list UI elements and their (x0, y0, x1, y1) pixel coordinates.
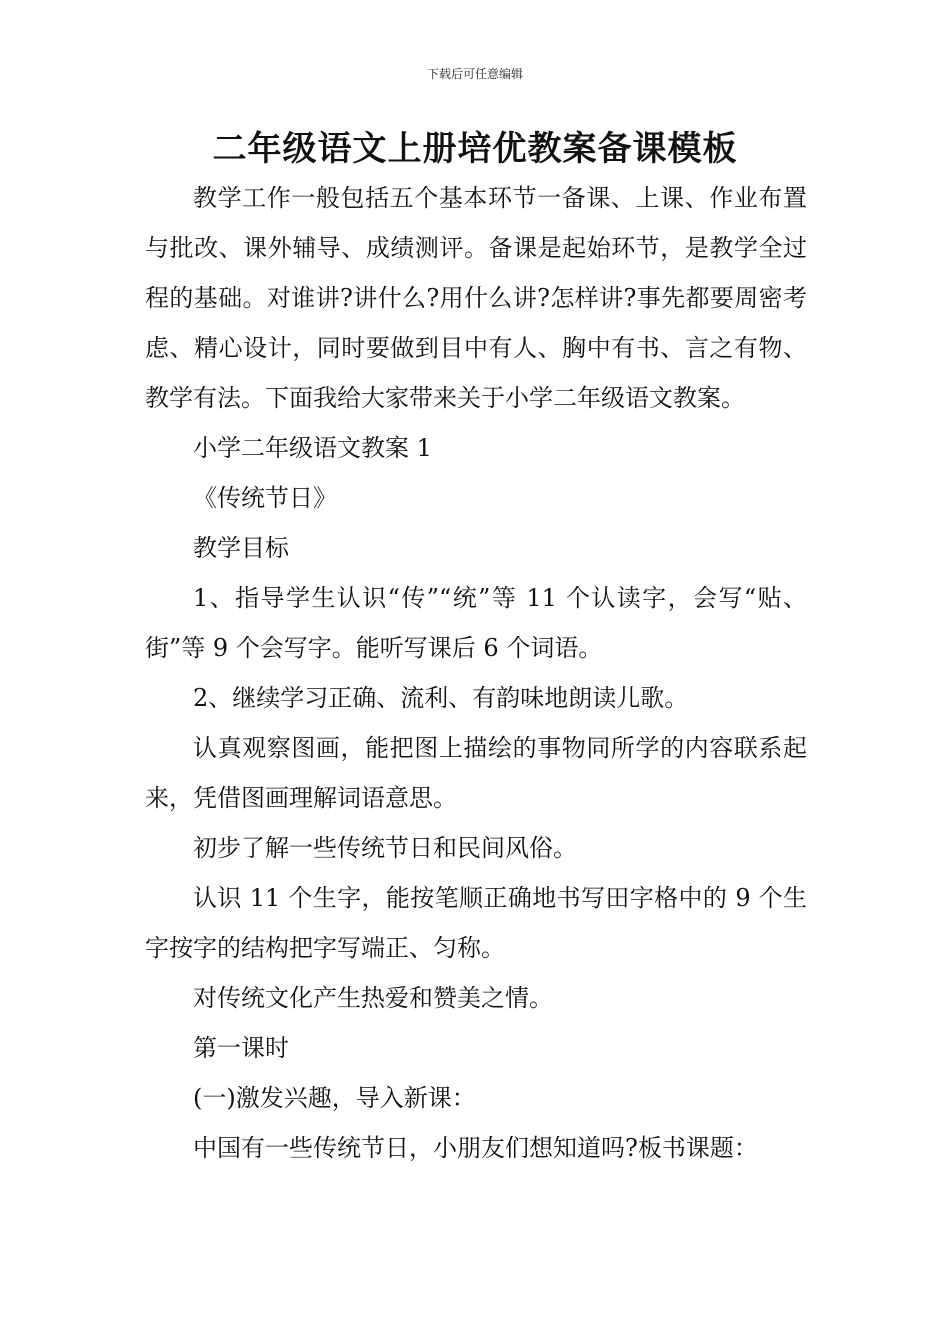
objective-item-1: 1、指导学生认识“传”“统”等 11 个认读字，会写“贴、街”等 9 个会写字。能听写课后 6 个词语。 (145, 584, 807, 662)
document-body (145, 173, 807, 1173)
section-heading-objectives: 教学目标 (193, 534, 289, 562)
lesson-heading: 小学二年级语文教案 1 (193, 434, 432, 462)
objective-paragraph: 初步了解一些传统节日和民间风俗。 (193, 834, 577, 862)
objective-paragraph: 对传统文化产生热爱和赞美之情。 (193, 984, 553, 1012)
intro-paragraph: 教学工作一般包括五个基本环节一备课、上课、作业布置与批改、课外辅导、成绩测评。备课是起始环节，是教学全过程的基础。对谁讲?讲什么?用什么讲?怎样讲?事先都要周密考虑、精心设计，同时要做到目中有人、胸中有书、言之有物、教学有法。下面我给大家带来关于小学二年级语文教案。 (145, 184, 807, 412)
lesson-title: 《传统节日》 (193, 484, 337, 512)
body-paragraph: 中国有一些传统节日，小朋友们想知道吗?板书课题： (193, 1134, 758, 1162)
objective-paragraph: 认识 11 个生字，能按笔顺正确地书写田字格中的 9 个生字按字的结构把字写端正、匀称。 (145, 884, 807, 962)
step-heading: (一)激发兴趣，导入新课： (193, 1084, 476, 1112)
document-title: 二年级语文上册培优教案备课模板 (212, 129, 738, 169)
objective-item-2: 2、继续学习正确、流利、有韵味地朗读儿歌。 (193, 684, 689, 712)
section-heading-first-lesson: 第一课时 (193, 1034, 289, 1062)
page-header-note: 下载后可任意编辑 (426, 67, 523, 81)
objective-paragraph: 认真观察图画，能把图上描绘的事物同所学的内容联系起来，凭借图画理解词语意思。 (145, 734, 807, 812)
